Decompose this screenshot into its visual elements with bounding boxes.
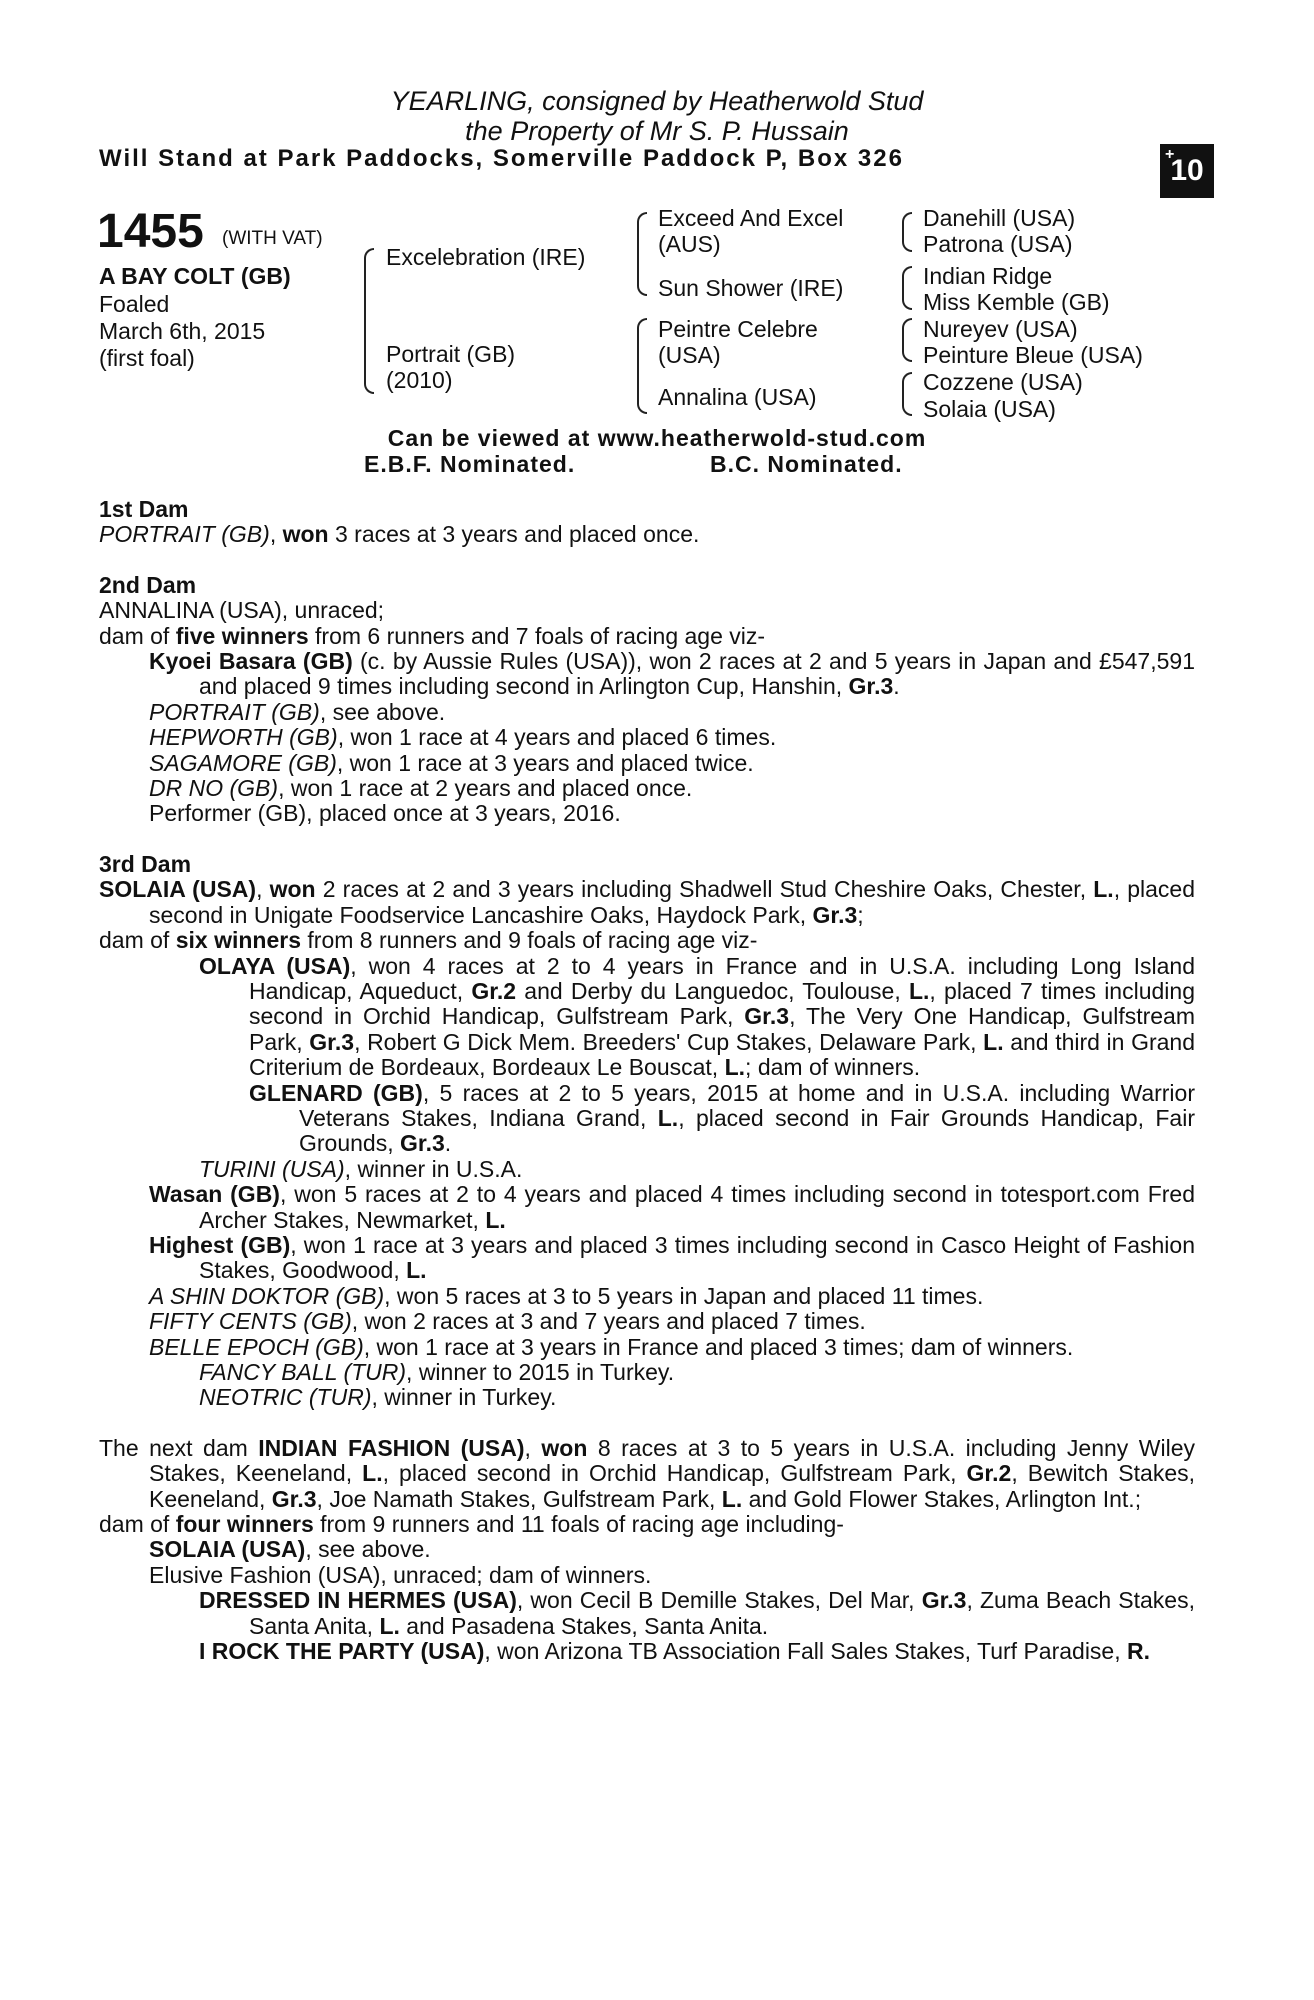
list-item: FANCY BALL (TUR), winner to 2015 in Turkey. [199,1359,675,1385]
ebf-nominated: E.B.F. Nominated. [364,451,576,477]
third-dam-produce: dam of six winners from 8 runners and 9 foals of racing age viz- [99,927,758,954]
sd-dam: Miss Kemble (GB) [923,289,1110,315]
foal-note: (first foal) [99,345,195,371]
ds-dam: Peinture Bleue (USA) [923,342,1143,368]
dam: Portrait (GB) [386,341,516,367]
list-item: SAGAMORE (GB), won 1 race at 3 years and placed twice. [149,749,754,776]
next-dam-text: The next dam INDIAN FASHION (USA), won 8 races at 3 to 5 years in U.S.A. including Jenny Wiley Stakes, Keeneland, L., placed second in Orchid Handicap, Gulfstream Park, Gr.2, Bewitch Stakes, Keeneland, Gr.3, Joe Namath Stakes, Gulfstream Park, L. and Gold Flower Stakes, Arlington Int.; [99,1434,1195,1512]
consignor-line: YEARLING, consigned by Heatherwold Stud [390,86,924,116]
second-dam-text: ANNALINA (USA), unraced; [99,597,385,624]
list-item: SOLAIA (USA), see above. [149,1536,431,1563]
dam-dam: Annalina (USA) [658,384,817,410]
stand-location: Will Stand at Park Paddocks, Somerville Paddock P, Box 326 [99,145,904,172]
pedigree-brace-ds [902,318,912,362]
list-item: A SHIN DOKTOR (GB), won 5 races at 3 to 5 years in Japan and placed 11 times. [149,1282,984,1309]
list-item: DR NO (GB), won 1 race at 2 years and placed once. [149,775,693,802]
catalogue-body [99,497,1195,1664]
plus-icon: + [1165,146,1175,163]
list-item: Elusive Fashion (USA), unraced; dam of winners. [149,1561,652,1588]
dam-year: (2010) [386,367,453,393]
lot-badge [1160,144,1214,198]
list-item: Highest (GB), won 1 race at 3 years and placed 3 times including second in Casco Height of Fashion Stakes, Goodwood, L. [149,1231,1195,1284]
dd-sire: Cozzene (USA) [923,369,1083,395]
pedigree-brace-dam [637,318,647,414]
dam-sire-country: (USA) [658,342,721,368]
list-item: Wasan (GB), won 5 races at 2 to 4 years and placed 4 times including second in totesport.com Fred Archer Stakes, Newmarket, L. [149,1181,1196,1233]
dam-sire: Peintre Celebre [658,316,818,342]
list-item: HEPWORTH (GB), won 1 race at 4 years and placed 6 times. [149,724,777,751]
first-dam-text: PORTRAIT (GB), won 3 races at 3 years and placed once. [99,521,700,548]
sd-sire: Indian Ridge [923,263,1053,289]
second-dam-heading: 2nd Dam [99,571,197,598]
list-item: I ROCK THE PARTY (USA), won Arizona TB Association Fall Sales Stakes, Turf Paradise, R. [199,1638,1150,1665]
list-item: FIFTY CENTS (GB), won 2 races at 3 and 7 years and placed 7 times. [149,1308,866,1335]
list-item: Kyoei Basara (GB) (c. by Aussie Rules (USA)), won 2 races at 2 and 5 years in Japan and £547,591 and placed 9 times including second in Arlington Cup, Hanshin, Gr.3. [149,648,1195,700]
vat-label: (WITH VAT) [222,228,323,249]
third-dam-text: SOLAIA (USA), won 2 races at 2 and 3 years including Shadwell Stud Cheshire Oaks, Chester, L., placed second in Unigate Foodservice Lancashire Oaks, Haydock Park, Gr.3; [99,876,1195,928]
list-item: Performer (GB), placed once at 3 years, 2016. [149,800,621,827]
pedigree-brace-ss [902,212,912,252]
ss-dam: Patrona (USA) [923,231,1073,257]
lot-number: 1455 [97,205,204,258]
third-dam-heading: 3rd Dam [99,850,192,877]
list-item: TURINI (USA), winner in U.S.A. [199,1155,523,1182]
list-item: DRESSED IN HERMES (USA), won Cecil B Demille Stakes, Del Mar, Gr.3, Zuma Beach Stakes, Santa Anita, L. and Pasadena Stakes, Santa Anita. [199,1587,1195,1639]
next-dam-produce: dam of four winners from 9 runners and 11 foals of racing age including- [99,1511,844,1538]
dd-dam: Solaia (USA) [923,396,1056,422]
viewing-link: Can be viewed at www.heatherwold-stud.com [387,425,927,451]
first-dam-heading: 1st Dam [99,496,189,522]
foaled-date: March 6th, 2015 [99,318,266,344]
sire-sire-country: (AUS) [658,231,721,257]
list-item: OLAYA (USA), won 4 races at 2 to 4 years in France and in U.S.A. including Long Island Handicap, Aqueduct, Gr.2 and Derby du Languedoc, Toulouse, L., placed 7 times including second in Orchid Handicap, Gulfstream Park, Gr.3, The Very One Handicap, Gulfstream Park, Gr.3, Robert G Dick Mem. Breeders' Cup Stakes, Delaware Park, L. and third in Grand Criterium de Bordeaux, Bordeaux Le Bouscat, L.; dam of winners. [199,952,1196,1081]
list-item: NEOTRIC (TUR), winner in Turkey. [199,1384,557,1411]
pedigree-brace-dd [902,372,912,416]
lot-badge-number: 10 [1170,154,1204,187]
sire: Excelebration (IRE) [386,244,586,270]
list-item: BELLE EPOCH (GB), won 1 race at 3 years in France and placed 3 times; dam of winners. [149,1333,1074,1360]
sire-sire: Exceed And Excel [658,205,844,231]
bc-nominated: B.C. Nominated. [710,451,903,477]
foaled-label: Foaled [99,291,170,317]
property-line: the Property of Mr S. P. Hussain [465,116,849,146]
list-item: PORTRAIT (GB), see above. [149,698,446,725]
sire-dam: Sun Shower (IRE) [658,275,844,301]
pedigree-brace-sd [902,266,912,310]
horse-description: A BAY COLT (GB) [99,263,291,289]
ds-sire: Nureyev (USA) [923,316,1078,342]
pedigree-brace-sire [637,212,647,296]
pedigree-brace-main [364,248,374,394]
ss-sire: Danehill (USA) [923,205,1076,231]
list-item: GLENARD (GB), 5 races at 2 to 5 years, 2015 at home and in U.S.A. including Warrior Veterans Stakes, Indiana Grand, L., placed second in Fair Grounds Handicap, Fair Grounds, Gr.3. [249,1079,1195,1157]
second-dam-produce: dam of five winners from 6 runners and 7 foals of racing age viz- [99,622,766,649]
